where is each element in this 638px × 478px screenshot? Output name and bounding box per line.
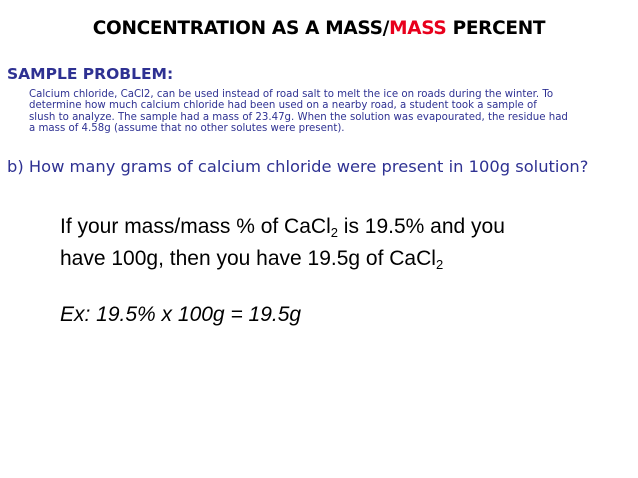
question-text: b) How many grams of calcium chloride were present in 100g solution?: [7, 157, 589, 176]
answer-line-1-start: If your mass/mass % of CaCl: [60, 215, 331, 238]
problem-line-2: determine how much calcium chloride had been used on a nearby road, a student took a sample of: [29, 100, 537, 112]
problem-line-4: a mass of 4.58g (assume that no other solutes were present).: [29, 123, 345, 135]
title-accent: MASS: [389, 18, 447, 39]
problem-line-3: slush to analyze. The sample had a mass of 23.47g. When the solution was evapourated, the residue had: [29, 111, 568, 123]
sample-problem-heading: SAMPLE PROBLEM:: [7, 65, 174, 83]
answer-text: [60, 211, 505, 275]
example-calculation: Ex: 19.5% x 100g = 19.5g: [60, 303, 302, 326]
answer-line-1-end: is 19.5% and you: [337, 215, 505, 238]
answer-line-2: [60, 243, 505, 275]
answer-line-1-subscript: 2: [330, 225, 338, 240]
problem-line-1: Calcium chloride, CaCl2, can be used instead of road salt to melt the ice on roads during the winter. To: [29, 89, 554, 100]
sample-problem-text: [29, 89, 635, 135]
answer-line-2-start: have 100g, then you have 19.5g of CaCl: [60, 247, 436, 270]
slide-title: [0, 18, 638, 39]
title-part-2: PERCENT: [446, 18, 546, 39]
answer-line-1: [60, 211, 505, 243]
title-part-1: CONCENTRATION AS A MASS/: [92, 18, 390, 39]
answer-line-2-subscript: 2: [435, 257, 444, 272]
